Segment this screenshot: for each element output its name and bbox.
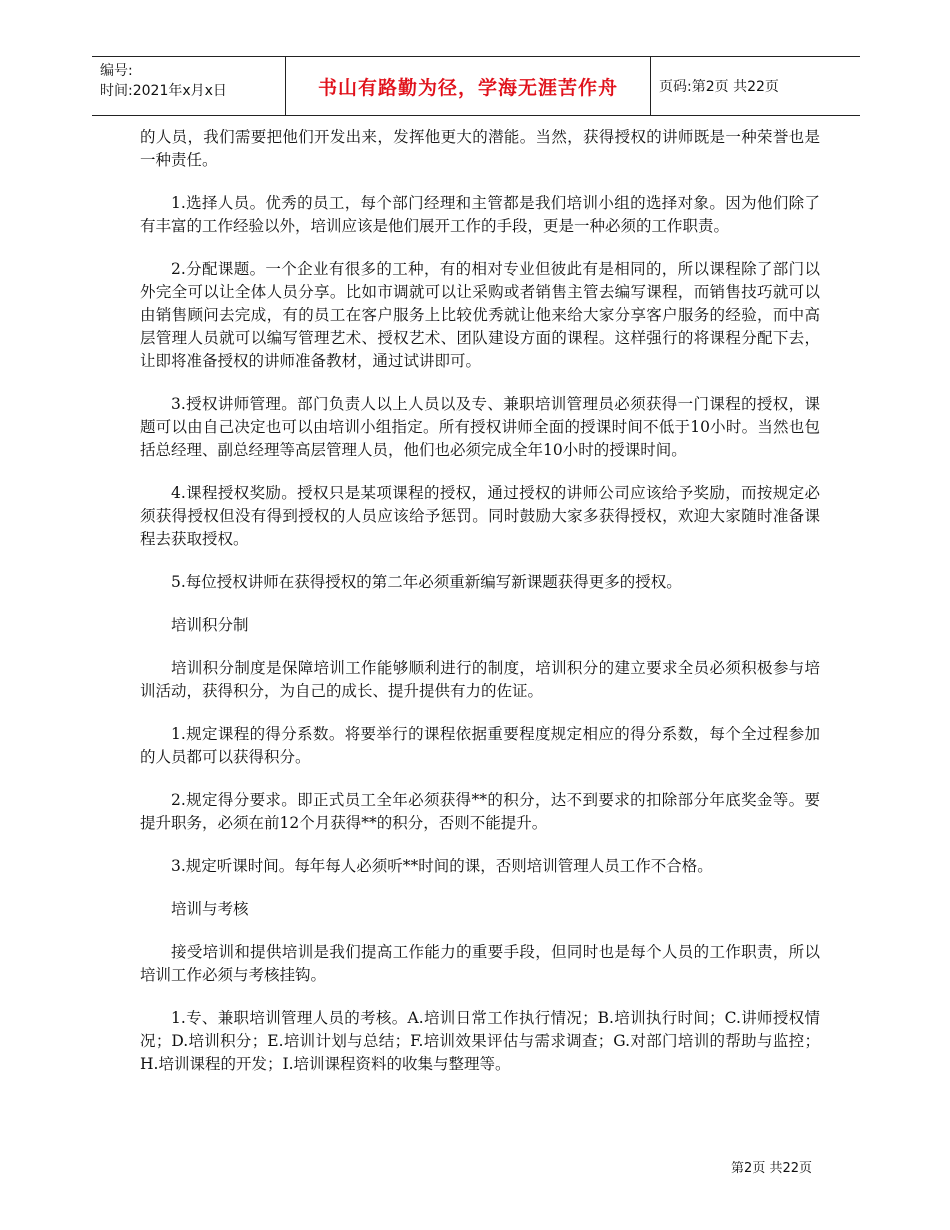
- paragraph: 的人员，我们需要把他们开发出来，发挥他更大的潜能。当然，获得授权的讲师既是一种荣誉也是一种责任。: [140, 128, 820, 169]
- header-motto: 书山有路勤为径，学海无涯苦作舟: [286, 57, 651, 115]
- paragraph: 3.授权讲师管理。部门负责人以上人员以及专、兼职培训管理员必须获得一门课程的授权，课题可以由自己决定也可以由培训小组指定。所有授权讲师全面的授课时间不低于10小时。当然也包括总经理、副总经理等高层管理人员，他们也必须完成全年10小时的授课时间。: [140, 395, 820, 459]
- page-footer: 第2页 共22页: [731, 1161, 812, 1176]
- paragraph: 接受培训和提供培训是我们提高工作能力的重要手段，但同时也是每个人员的工作职责，所以培训工作必须与考核挂钩。: [140, 943, 820, 984]
- document-header: [92, 56, 860, 116]
- paragraph: 4.课程授权奖励。授权只是某项课程的授权，通过授权的讲师公司应该给予奖励，而按规定必须获得授权但没有得到授权的人员应该给予惩罚。同时鼓励大家多获得授权，欢迎大家随时准备课程去获取授权。: [140, 484, 820, 548]
- paragraph: 3.规定听课时间。每年每人必须听**时间的课，否则培训管理人员工作不合格。: [171, 857, 713, 875]
- time-label: 时间:2021年x月x日: [100, 83, 227, 99]
- paragraph: 2.规定得分要求。即正式员工全年必须获得**的积分，达不到要求的扣除部分年底奖金等。要提升职务，必须在前12个月获得**的积分，否则不能提升。: [140, 791, 820, 832]
- number-label: 编号:: [100, 63, 133, 79]
- paragraph: 1.选择人员。优秀的员工，每个部门经理和主管都是我们培训小组的选择对象。因为他们除了有丰富的工作经验以外，培训应该是他们展开工作的手段，更是一种必须的工作职责。: [140, 194, 820, 235]
- paragraph: 1.专、兼职培训管理人员的考核。A.培训日常工作执行情况；B.培训执行时间；C.讲师授权情况；D.培训积分；E.培训计划与总结；F.培训效果评估与需求调查；G.对部门培训的帮助与监控；H.培训课程的开发；I.培训课程资料的收集与整理等。: [140, 1009, 820, 1073]
- document-body: [140, 126, 820, 1096]
- paragraph: 5.每位授权讲师在获得授权的第二年必须重新编写新课题获得更多的授权。: [171, 573, 682, 591]
- paragraph: 2.分配课题。一个企业有很多的工种，有的相对专业但彼此有是相同的，所以课程除了部门以外完全可以让全体人员分享。比如市调就可以让采购或者销售主管去编写课程，而销售技巧就可以由销售顾问去完成，有的员工在客户服务上比较优秀就让他来给大家分享客户服务的经验，而中高层管理人员就可以编写管理艺术、授权艺术、团队建设方面的课程。这样强行的将课程分配下去，让即将准备授权的讲师准备教材，通过试讲即可。: [140, 260, 820, 370]
- header-meta: [92, 57, 286, 115]
- paragraph: 培训积分制度是保障培训工作能够顺利进行的制度，培训积分的建立要求全员必须积极参与培训活动，获得积分，为自己的成长、提升提供有力的佐证。: [140, 659, 820, 700]
- section-heading: 培训与考核: [171, 900, 249, 918]
- paragraph: 1.规定课程的得分系数。将要举行的课程依据重要程度规定相应的得分系数，每个全过程参加的人员都可以获得积分。: [140, 725, 820, 766]
- section-heading: 培训积分制: [171, 616, 249, 634]
- header-page-info: 页码:第2页 共22页: [659, 79, 779, 95]
